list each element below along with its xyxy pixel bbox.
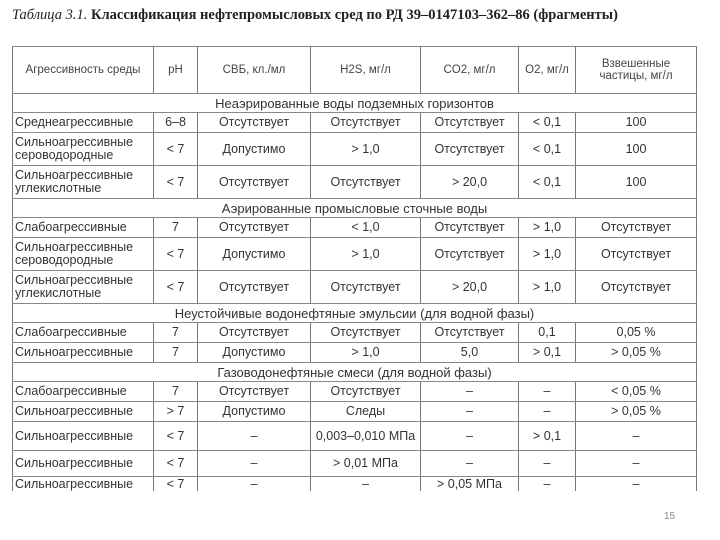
cell-suspended: > 0,05 % (576, 343, 697, 363)
col-header-h2s: H2S, мг/л (311, 47, 421, 94)
cell-svb: Отсутствует (198, 323, 311, 343)
cell-o2: < 0,1 (519, 166, 576, 199)
cell-h2s: Отсутствует (311, 113, 421, 133)
table-row (13, 451, 697, 477)
table-row (13, 113, 697, 133)
cell-ph: 7 (154, 343, 198, 363)
cell-svb: Допустимо (198, 402, 311, 422)
cell-suspended: 100 (576, 113, 697, 133)
table-row (13, 343, 697, 363)
cell-h2s: > 0,01 МПа (311, 451, 421, 477)
cell-h2s: Отсутствует (311, 271, 421, 304)
table-row (13, 477, 697, 492)
cell-h2s: Отсутствует (311, 382, 421, 402)
cell-h2s: > 1,0 (311, 238, 421, 271)
col-header-ph: pH (154, 47, 198, 94)
cell-medium: Сильноагрессивные углекислотные (13, 166, 154, 199)
cell-svb: Допустимо (198, 133, 311, 166)
section-title: Неаэрированные воды подземных горизонтов (13, 94, 697, 113)
cell-o2: – (519, 402, 576, 422)
cell-ph: < 7 (154, 166, 198, 199)
cell-ph: < 7 (154, 451, 198, 477)
cell-ph: < 7 (154, 238, 198, 271)
cell-svb: – (198, 477, 311, 492)
cell-h2s: Следы (311, 402, 421, 422)
cell-suspended: > 0,05 % (576, 402, 697, 422)
cell-svb: Допустимо (198, 343, 311, 363)
header-row (13, 47, 697, 94)
cell-co2: – (421, 402, 519, 422)
cell-svb: Отсутствует (198, 382, 311, 402)
table-caption (12, 7, 712, 24)
cell-svb: Отсутствует (198, 218, 311, 238)
section-row (13, 199, 697, 218)
cell-ph: < 7 (154, 133, 198, 166)
classification-table (12, 46, 697, 491)
cell-co2: Отсутствует (421, 238, 519, 271)
col-header-o2: O2, мг/л (519, 47, 576, 94)
table-row (13, 133, 697, 166)
section-row (13, 363, 697, 382)
cell-medium: Сильноагрессивные (13, 422, 154, 451)
cell-medium: Слабоагрессивные (13, 218, 154, 238)
table-row (13, 402, 697, 422)
cell-medium: Сильноагрессивные (13, 451, 154, 477)
cell-co2: 5,0 (421, 343, 519, 363)
cell-ph: > 7 (154, 402, 198, 422)
cell-suspended: Отсутствует (576, 218, 697, 238)
table-row (13, 166, 697, 199)
cell-co2: – (421, 451, 519, 477)
table-row (13, 271, 697, 304)
section-row (13, 94, 697, 113)
cell-o2: < 0,1 (519, 113, 576, 133)
cell-o2: – (519, 382, 576, 402)
cell-suspended: Отсутствует (576, 238, 697, 271)
table-row (13, 422, 697, 451)
col-header-aggressiveness: Агрессивность среды (13, 47, 154, 94)
cell-o2: > 1,0 (519, 218, 576, 238)
cell-medium: Сильноагрессивные сероводородные (13, 133, 154, 166)
cell-ph: < 7 (154, 271, 198, 304)
cell-o2: > 0,1 (519, 343, 576, 363)
cell-svb: – (198, 422, 311, 451)
cell-suspended: < 0,05 % (576, 382, 697, 402)
cell-h2s: Отсутствует (311, 323, 421, 343)
cell-co2: Отсутствует (421, 133, 519, 166)
cell-suspended: – (576, 477, 697, 492)
page-number: 15 (664, 511, 676, 522)
cell-medium: Сильноагрессивные (13, 343, 154, 363)
cell-suspended: – (576, 451, 697, 477)
col-header-co2: CO2, мг/л (421, 47, 519, 94)
table-row (13, 323, 697, 343)
cell-medium: Слабоагрессивные (13, 382, 154, 402)
cell-ph: 7 (154, 218, 198, 238)
cell-o2: 0,1 (519, 323, 576, 343)
cell-h2s: 0,003–0,010 МПа (311, 422, 421, 451)
caption-number: Таблица 3.1. (12, 7, 88, 23)
cell-o2: – (519, 451, 576, 477)
cell-ph: 6–8 (154, 113, 198, 133)
cell-medium: Сильноагрессивные сероводородные (13, 238, 154, 271)
cell-suspended: 100 (576, 166, 697, 199)
caption-title: Классификация нефтепромысловых сред по РД 39–0147103–362–86 (фрагменты) (90, 7, 618, 23)
cell-co2: – (421, 382, 519, 402)
cell-suspended: Отсутствует (576, 271, 697, 304)
cell-co2: > 20,0 (421, 166, 519, 199)
cell-h2s: > 1,0 (311, 133, 421, 166)
cell-medium: Слабоагрессивные (13, 323, 154, 343)
cell-co2: Отсутствует (421, 323, 519, 343)
cell-o2: – (519, 477, 576, 492)
table-row (13, 238, 697, 271)
cell-o2: > 1,0 (519, 271, 576, 304)
section-title: Газоводонефтяные смеси (для водной фазы) (13, 363, 697, 382)
table-row (13, 218, 697, 238)
cell-o2: > 1,0 (519, 238, 576, 271)
cell-h2s: > 1,0 (311, 343, 421, 363)
cell-suspended: – (576, 422, 697, 451)
cell-co2: Отсутствует (421, 113, 519, 133)
cell-medium: Сильноагрессивные углекислотные (13, 271, 154, 304)
cell-ph: < 7 (154, 422, 198, 451)
cell-h2s: – (311, 477, 421, 492)
col-header-suspended: Взвешенные частицы, мг/л (576, 47, 697, 94)
cell-o2: > 0,1 (519, 422, 576, 451)
cell-medium: Сильноагрессивные (13, 477, 154, 492)
cell-svb: Отсутствует (198, 113, 311, 133)
cell-ph: 7 (154, 382, 198, 402)
cell-suspended: 100 (576, 133, 697, 166)
cell-svb: Допустимо (198, 238, 311, 271)
cell-o2: < 0,1 (519, 133, 576, 166)
cell-co2: > 0,05 МПа (421, 477, 519, 492)
cell-co2: > 20,0 (421, 271, 519, 304)
cell-co2: – (421, 422, 519, 451)
cell-ph: < 7 (154, 477, 198, 492)
cell-h2s: < 1,0 (311, 218, 421, 238)
table-row (13, 382, 697, 402)
cell-co2: Отсутствует (421, 218, 519, 238)
cell-ph: 7 (154, 323, 198, 343)
col-header-svb: СВБ, кл./мл (198, 47, 311, 94)
section-row (13, 304, 697, 323)
cell-svb: Отсутствует (198, 271, 311, 304)
cell-suspended: 0,05 % (576, 323, 697, 343)
cell-svb: Отсутствует (198, 166, 311, 199)
cell-medium: Среднеагрессивные (13, 113, 154, 133)
section-title: Неустойчивые водонефтяные эмульсии (для водной фазы) (13, 304, 697, 323)
cell-medium: Сильноагрессивные (13, 402, 154, 422)
section-title: Аэрированные промысловые сточные воды (13, 199, 697, 218)
cell-h2s: Отсутствует (311, 166, 421, 199)
cell-svb: – (198, 451, 311, 477)
